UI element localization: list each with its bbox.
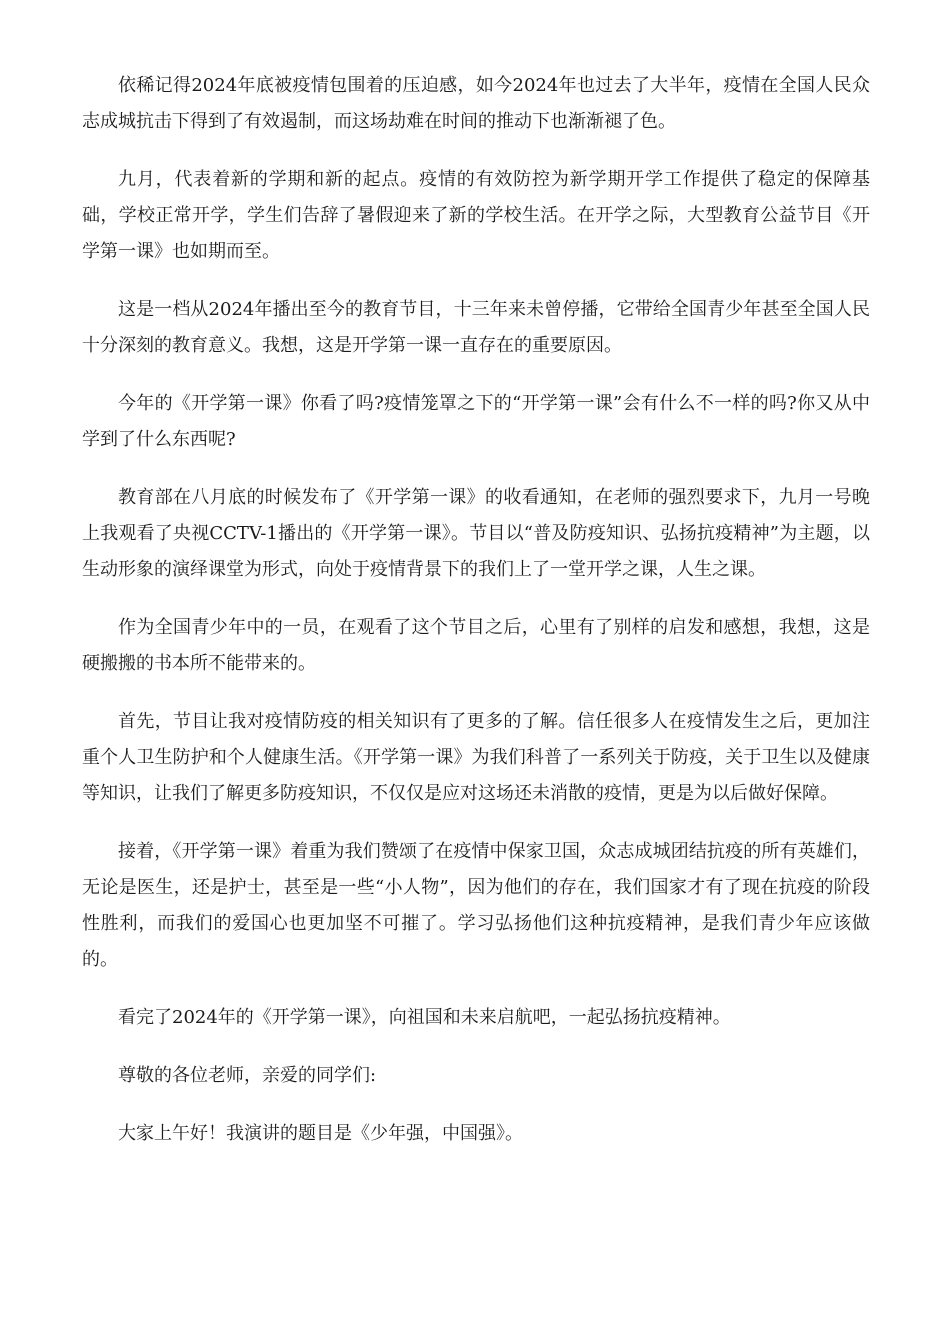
paragraph-6: 作为全国青少年中的一员，在观看了这个节目之后，心里有了别样的启发和感想，我想，这是硬搬搬的书本所不能带来的。 <box>82 617 870 674</box>
paragraph-2: 九月，代表着新的学期和新的起点。疫情的有效防控为新学期开学工作提供了稳定的保障基础，学校正常开学，学生们告辞了暑假迎来了新的学校生活。在开学之际，大型教育公益节目《开学第一课》也如期而至。 <box>82 169 870 262</box>
document-body <box>82 68 870 1174</box>
paragraph-5: 教育部在八月底的时候发布了《开学第一课》的收看通知，在老师的强烈要求下，九月一号晚上我观看了央视CCTV-1播出的《开学第一课》。节目以“普及防疫知识、弘扬抗疫精神”为主题，以生动形象的演绎课堂为形式，向处于疫情背景下的我们上了一堂开学之课，人生之课。 <box>82 487 870 580</box>
paragraph-1: 依稀记得2024年底被疫情包围着的压迫感，如今2024年也过去了大半年，疫情在全国人民众志成城抗击下得到了有效遏制，而这场劫难在时间的推动下也渐渐褪了色。 <box>82 75 870 132</box>
paragraph-3: 这是一档从2024年播出至今的教育节目，十三年来未曾停播，它带给全国青少年甚至全国人民十分深刻的教育意义。我想，这是开学第一课一直存在的重要原因。 <box>82 299 870 356</box>
paragraph-4: 今年的《开学第一课》你看了吗?疫情笼罩之下的“开学第一课”会有什么不一样的吗?你又从中学到了什么东西呢? <box>82 393 870 450</box>
paragraph-9: 看完了2024年的《开学第一课》，向祖国和未来启航吧，一起弘扬抗疫精神。 <box>118 1007 731 1028</box>
paragraph-10: 尊敬的各位老师，亲爱的同学们: <box>118 1065 377 1086</box>
paragraph-7: 首先，节目让我对疫情防疫的相关知识有了更多的了解。信任很多人在疫情发生之后，更加注重个人卫生防护和个人健康生活。《开学第一课》为我们科普了一系列关于防疫，关于卫生以及健康等知识，让我们了解更多防疫知识，不仅仅是应对这场还未消散的疫情，更是为以后做好保障。 <box>82 711 870 804</box>
paragraph-8: 接着，《开学第一课》着重为我们赞颂了在疫情中保家卫国，众志成城团结抗疫的所有英雄们，无论是医生，还是护士，甚至是一些“小人物”，因为他们的存在，我们国家才有了现在抗疫的阶段性胜利，而我们的爱国心也更加坚不可摧了。学习弘扬他们这种抗疫精神，是我们青少年应该做的。 <box>82 841 870 970</box>
paragraph-11: 大家上午好！我演讲的题目是《少年强，中国强》。 <box>118 1123 523 1144</box>
